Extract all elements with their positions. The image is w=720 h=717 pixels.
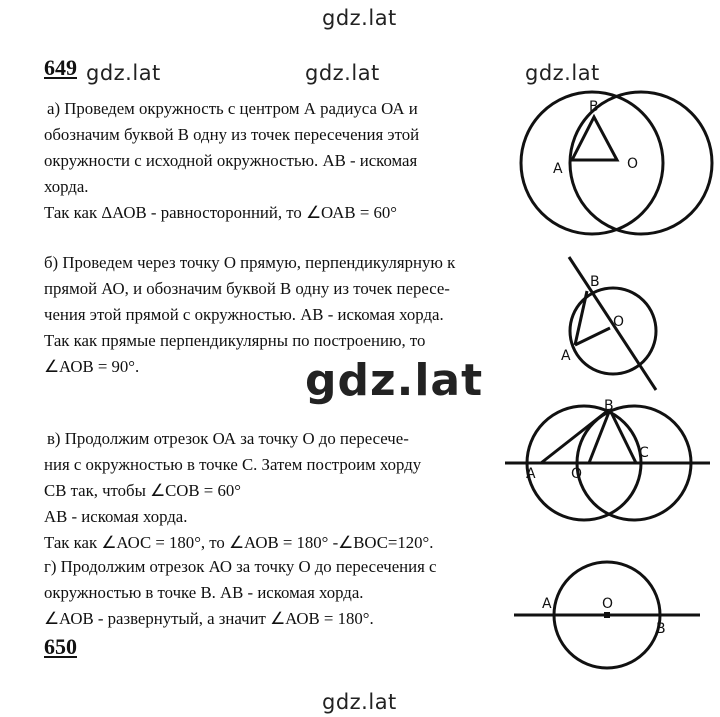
figure-v-chord-cb	[611, 412, 636, 463]
text-line: ния с окружностью в точке С. Затем построим хорду	[44, 455, 422, 474]
figure-v-label-c: C	[639, 445, 649, 461]
text-line: а) Проведем окружность с центром А радиуса ОА и	[47, 99, 418, 118]
text-line: обозначим буквой В одну из точек пересечения этой	[44, 125, 420, 144]
figure-b-chord-ab	[575, 291, 587, 345]
text-line: б) Проведем через точку О прямую, перпендикулярную к	[44, 253, 456, 272]
text-line: ∠АОВ = 90°.	[44, 357, 140, 376]
text-line: Так как прямые перпендикулярны по построению, то	[44, 331, 426, 350]
figure-v	[505, 406, 710, 520]
figure-a-label-a: A	[553, 161, 563, 177]
text-line: хорда.	[44, 177, 89, 196]
figure-a	[521, 92, 712, 234]
figure-a-triangle	[572, 117, 617, 160]
figure-b-label-a: A	[561, 348, 571, 364]
text-line: СВ так, чтобы ∠СОВ = 60°	[44, 481, 241, 500]
figure-b-segment-ao	[575, 328, 610, 345]
text-line: АВ - искомая хорда.	[44, 507, 188, 526]
figure-b-label-o: O	[613, 314, 625, 330]
figure-b-circle	[570, 288, 656, 374]
watermark-row1-left: gdz.lat	[86, 61, 161, 85]
text-line: Так как ∠АОС = 180°, то ∠АОВ = 180° -∠ВОС=120°.	[44, 533, 434, 552]
watermark-row1-middle: gdz.lat	[305, 61, 380, 85]
text-line: ∠АОВ - развернутый, а значит ∠АОВ = 180°.	[44, 609, 374, 628]
figure-g-label-b: B	[656, 621, 666, 637]
text-line: чения этой прямой с окружностью. АВ - искомая хорда.	[44, 305, 444, 324]
text-line: окружностью в точке В. АВ - искомая хорда.	[44, 583, 364, 602]
figure-b-label-b: B	[590, 274, 600, 290]
watermark-bottom: gdz.lat	[322, 690, 397, 714]
watermark-top: gdz.lat	[322, 6, 397, 30]
figure-a-label-b: B	[589, 99, 599, 115]
watermark-center: gdz.lat	[305, 355, 484, 406]
text-line: прямой АО, и обозначим буквой В одну из точек пересе-	[44, 279, 450, 298]
figure-v-label-a: A	[526, 466, 536, 482]
text-line: Так как ΔАОВ - равносторонний, то ∠ОАВ = 60°	[44, 203, 397, 222]
figure-a-label-o: O	[627, 156, 639, 172]
text-line: окружности с исходной окружностью. АВ - искомая	[44, 151, 418, 170]
watermark-row1-right: gdz.lat	[525, 61, 600, 85]
text-line: г) Продолжим отрезок АО за точку О до пересечения с	[44, 557, 437, 576]
figure-v-chord-ab	[541, 412, 606, 463]
text-line: в) Продолжим отрезок ОА за точку О до пересече-	[47, 429, 409, 448]
figure-v-label-o: O	[571, 466, 583, 482]
figure-g-center-point	[604, 612, 610, 618]
problem-number-650: 650	[44, 634, 77, 659]
problem-number-649: 649	[44, 55, 77, 80]
figure-v-label-b: B	[604, 398, 614, 414]
figure-g-label-o: O	[602, 596, 614, 612]
figure-g-label-a: A	[542, 596, 552, 612]
